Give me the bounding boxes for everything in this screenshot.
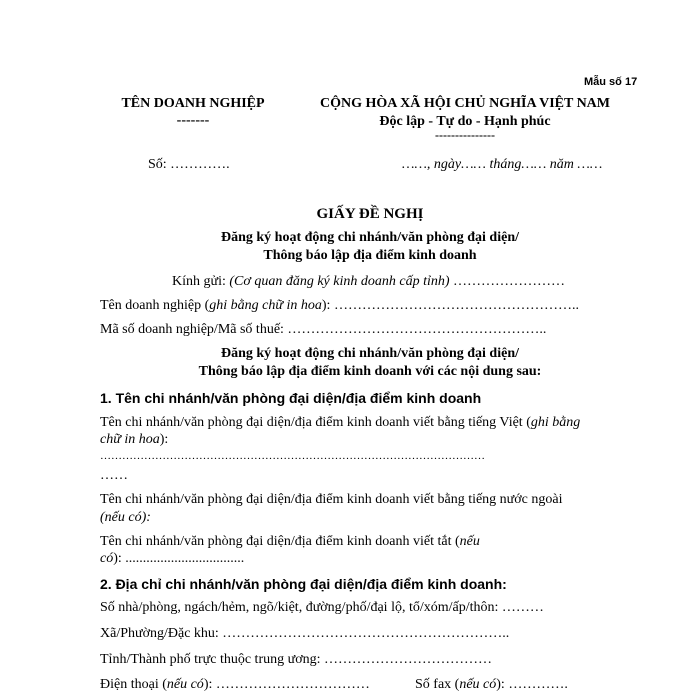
abbr-name-hint-2: có xyxy=(100,551,114,566)
ward-line: Xã/Phường/Đặc khu: …………………………………………………….. xyxy=(100,626,510,641)
vn-name-dots: …………………………………………………………………………………………… xyxy=(100,450,485,462)
abbr-name-field: ): .................................. xyxy=(113,551,245,566)
document-subtitle-2: Thông báo lập địa điểm kinh doanh xyxy=(263,248,477,263)
foreign-name-line: Tên chi nhánh/văn phòng đại diện/địa điểm kinh doanh viết bằng tiếng nước ngoài xyxy=(100,492,563,507)
abbr-name-line xyxy=(100,534,480,550)
vn-name-dots-2: …… xyxy=(100,468,128,483)
vn-name-label: Tên chi nhánh/văn phòng đại diện/địa điểm kinh doanh viết bằng tiếng Việt ( xyxy=(100,415,531,430)
abbr-name-label: Tên chi nhánh/văn phòng đại diện/địa điểm kinh doanh viết tắt ( xyxy=(100,534,460,549)
vn-name-hint-2: chữ in hoa xyxy=(100,432,160,447)
fax-field: ): …………. xyxy=(496,677,568,692)
fax-label: Số fax ( xyxy=(415,677,460,692)
tax-code-line: Mã số doanh nghiệp/Mã số thuế: ……………………………………………….. xyxy=(100,322,547,337)
recipient-line xyxy=(172,274,565,290)
recipient-dots: …………………… xyxy=(453,274,566,289)
company-name-line xyxy=(100,298,579,314)
phone-field: ): …………………………… xyxy=(203,677,370,692)
foreign-name-hint: (nếu có): xyxy=(100,510,151,525)
vn-name-line-2 xyxy=(100,432,168,448)
organization-dashes: ------- xyxy=(176,113,210,128)
document-title: GIẤY ĐỀ NGHỊ xyxy=(316,206,424,222)
intro-line-1: Đăng ký hoạt động chi nhánh/văn phòng đại diện/ xyxy=(220,346,519,361)
recipient-authority: (Cơ quan đăng ký kinh doanh cấp tỉnh) xyxy=(229,274,450,289)
phone-label: Điện thoại ( xyxy=(100,677,167,692)
company-name-label: Tên doanh nghiệp ( xyxy=(100,298,210,313)
abbr-name-line-2 xyxy=(100,551,244,567)
motto-underline: --------------- xyxy=(435,128,495,142)
form-number: Mẫu số 17 xyxy=(584,76,638,88)
vn-name-hint: ghi bằng xyxy=(530,415,581,430)
vn-name-suffix: ): xyxy=(159,432,169,447)
document-number: Số: …………. xyxy=(148,157,230,172)
street-address-line: Số nhà/phòng, ngách/hẻm, ngõ/kiệt, đường/phố/đại lộ, tổ/xóm/ấp/thôn: ……… xyxy=(100,600,544,615)
section-1-heading: 1. Tên chi nhánh/văn phòng đại diện/địa điểm kinh doanh xyxy=(100,390,482,406)
fax-hint: nếu có xyxy=(459,677,497,692)
intro-line-2: Thông báo lập địa điểm kinh doanh với các nội dung sau: xyxy=(198,364,542,379)
recipient-label: Kính gửi: xyxy=(172,274,226,289)
organization-name: TÊN DOANH NGHIỆP xyxy=(121,96,265,111)
section-2-heading: 2. Địa chỉ chi nhánh/văn phòng đại diện/địa điểm kinh doanh: xyxy=(100,576,507,592)
vn-name-line xyxy=(100,415,580,431)
national-title: CỘNG HÒA XÃ HỘI CHỦ NGHĨA VIỆT NAM xyxy=(319,96,610,111)
national-motto: Độc lập - Tự do - Hạnh phúc xyxy=(379,114,551,129)
date-line: ……, ngày…… tháng…… năm …… xyxy=(402,157,603,172)
phone-hint: nếu có xyxy=(166,677,204,692)
province-line: Tỉnh/Thành phố trực thuộc trung ương: ……………………………… xyxy=(100,652,492,667)
phone-line xyxy=(100,677,370,693)
document-subtitle-1: Đăng ký hoạt động chi nhánh/văn phòng đại diện/ xyxy=(220,230,519,245)
abbr-name-hint: nếu xyxy=(459,534,480,549)
fax-line xyxy=(415,677,568,693)
company-name-field: ): …………………………………………….. xyxy=(321,298,579,313)
company-name-hint: ghi bằng chữ in hoa xyxy=(209,298,322,313)
